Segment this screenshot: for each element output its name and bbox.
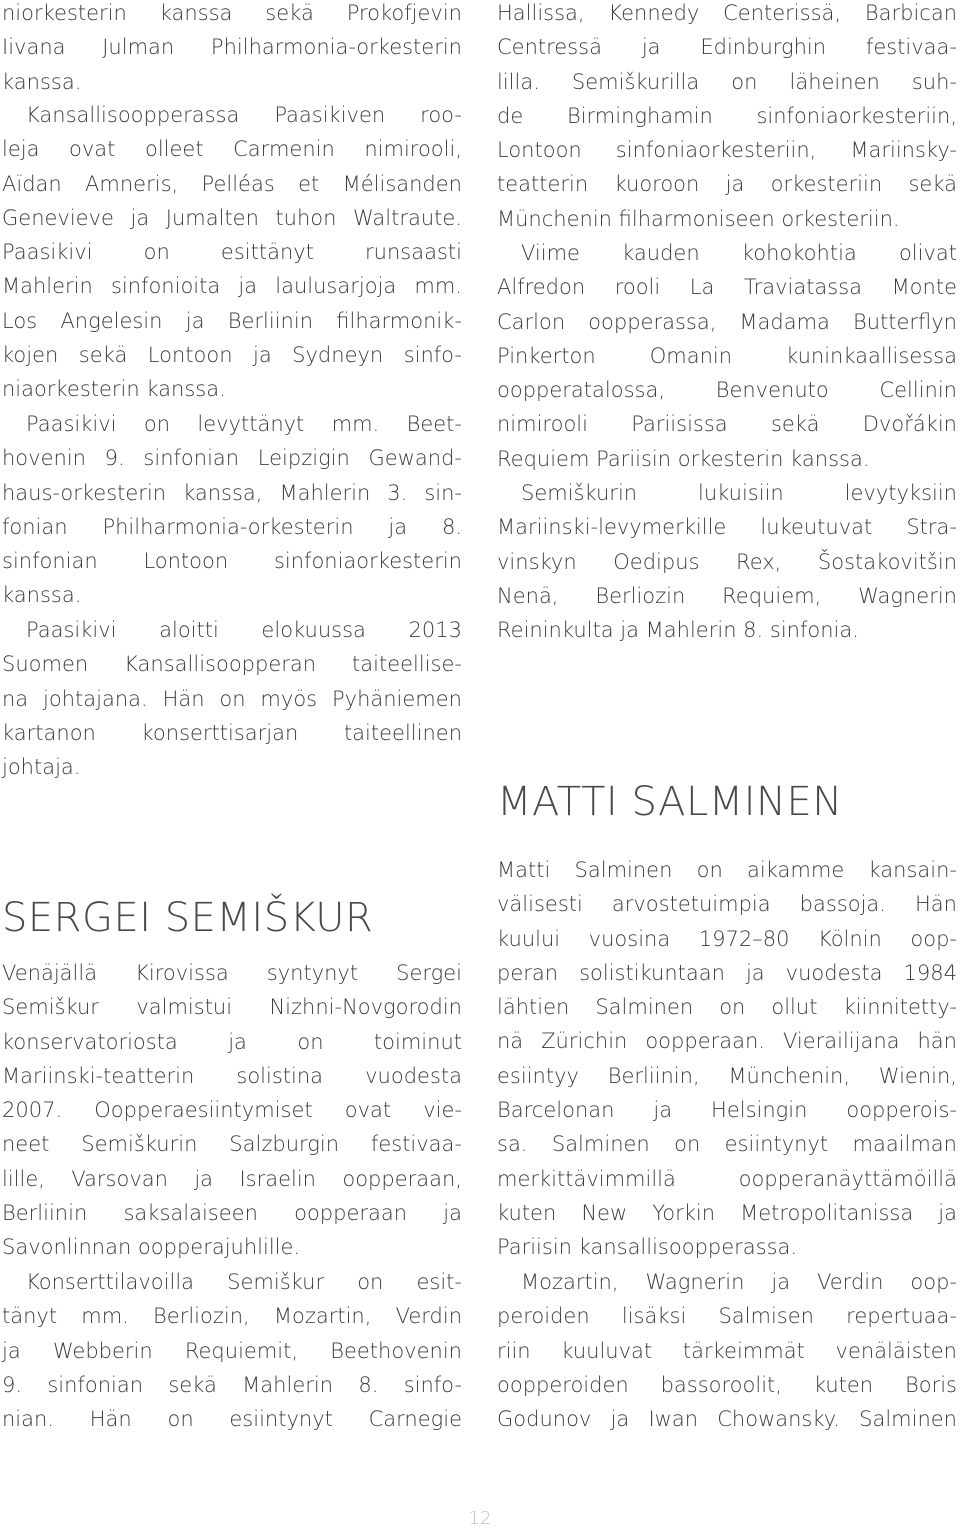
paragraph xyxy=(497,236,957,476)
text-line: Lontoon sinfoniaorkesteriin, Mariinsky- xyxy=(497,138,957,163)
text-line: teatterin kuoroon ja orkesteriin sekä xyxy=(497,172,957,197)
text-line: Mariinski-teatterin solistina vuodesta xyxy=(2,1063,462,1088)
text-line: Los Angelesin ja Berliinin filharmonik- xyxy=(2,308,462,333)
text-line: nä Zürichin oopperaan. Vierailijana hän xyxy=(497,1029,957,1054)
text-line: Semiškurin lukuisiin levytyksiin xyxy=(521,481,957,505)
text-line: Münchenin filharmoniseen orkesteriin. xyxy=(497,206,900,231)
text-line: Aïdan Amneris, Pelléas et Mélisanden xyxy=(2,171,462,196)
text-line: na johtajana. Hän on myös Pyhäniemen xyxy=(2,686,462,711)
text-line: Matti Salminen on aikamme kansain- xyxy=(497,858,957,882)
text-line: Carlon oopperassa, Madama Butterflyn xyxy=(497,309,957,334)
paragraph xyxy=(497,0,957,236)
text-line: haus-orkesterin kanssa, Mahlerin 3. sin- xyxy=(2,480,462,505)
text-line: Hallissa, Kennedy Centerissä, Barbican xyxy=(497,1,957,25)
text-line: Nenä, Berliozin Requiem, Wagnerin xyxy=(497,583,957,608)
paragraph xyxy=(2,613,462,784)
text-line: Mahlerin sinfonioita ja laulusarjoja mm. xyxy=(2,274,462,299)
text-line: Mozartin, Wagnerin ja Verdin oop- xyxy=(521,1270,957,1294)
text-line: kanssa. xyxy=(2,583,82,608)
text-line: Centressä ja Edinburghin festivaa- xyxy=(497,35,957,60)
text-line: leja ovat olleet Carmenin nimirooli, xyxy=(2,137,462,162)
paragraph xyxy=(2,1265,462,1436)
text-line: esiintyy Berliinin, Münchenin, Wienin, xyxy=(497,1063,957,1088)
text-line: peran solistikuntaan ja vuodesta 1984 xyxy=(497,960,957,985)
text-line: vinskyn Oedipus Rex, Šostakovitšin xyxy=(497,549,957,574)
text-line: lilla. Semiškurilla on läheinen suh- xyxy=(497,69,957,94)
text-line: Berliinin saksalaiseen oopperaan ja xyxy=(2,1201,462,1226)
text-line: Paasikivi on esittänyt runsaasti xyxy=(2,240,462,265)
text-line: 9. sinfonian sekä Mahlerin 8. sinfo- xyxy=(2,1372,462,1397)
text-line: Pariisin kansallisoopperassa. xyxy=(497,1235,798,1260)
text-line: Konserttilavoilla Semiškur on esit- xyxy=(26,1270,462,1294)
text-line: kanssa. xyxy=(2,69,82,94)
text-line: Pinkerton Omanin kuninkaallisessa xyxy=(497,343,957,368)
text-line: sa. Salminen on esiintynyt maailman xyxy=(497,1132,957,1157)
text-line: Paasikivi aloitti elokuussa 2013 xyxy=(26,618,462,642)
text-line: kartanon konserttisarjan taiteellinen xyxy=(2,720,462,745)
paragraph xyxy=(2,0,462,99)
text-line: sinfonian Lontoon sinfoniaorkesterin xyxy=(2,549,462,574)
paragraph xyxy=(2,98,462,407)
text-line: riin kuuluvat tärkeimmät venäläisten xyxy=(497,1338,957,1363)
text-line: Genevieve ja Jumalten tuhon Waltraute. xyxy=(2,205,462,230)
text-line: Paasikivi on levyttänyt mm. Beet- xyxy=(26,412,462,436)
paragraph xyxy=(497,1265,957,1436)
text-line: kojen sekä Lontoon ja Sydneyn sinfo- xyxy=(2,343,462,368)
section-heading-matti-salminen: MATTI SALMINEN xyxy=(497,779,843,825)
text-line: kuului vuosina 1972–80 Kölnin oop- xyxy=(497,926,957,951)
page-number: 12 xyxy=(468,1508,492,1529)
text-line: Iivana Julman Philharmonia-orkesterin xyxy=(2,35,462,60)
paragraph xyxy=(497,476,957,647)
text-line: Requiem Pariisin orkesterin kanssa. xyxy=(497,446,870,471)
text-line: niaorkesterin kanssa. xyxy=(2,377,226,402)
section-heading-sergei-semiskur: SERGEI SEMIŠKUR xyxy=(2,895,374,941)
text-line: lähtien Salminen on ollut kiinnitetty- xyxy=(497,995,957,1020)
text-line: peroiden lisäksi Salmisen repertuaa- xyxy=(497,1304,957,1329)
text-line: Venäjällä Kirovissa syntynyt Sergei xyxy=(2,961,462,985)
paragraph xyxy=(497,853,957,1265)
text-line: nimirooli Pariisissa sekä Dvořákin xyxy=(497,412,957,437)
text-line: de Birminghamin sinfoniaorkesteriin, xyxy=(497,103,957,128)
text-line: Suomen Kansallisoopperan taiteellise- xyxy=(2,652,462,677)
text-line: 2007. Oopperaesiintymiset ovat vie- xyxy=(2,1098,462,1123)
text-line: oopperatalossa, Benvenuto Cellinin xyxy=(497,378,957,403)
text-line: kuten New Yorkin Metropolitanissa ja xyxy=(497,1200,957,1225)
text-line: tänyt mm. Berliozin, Mozartin, Verdin xyxy=(2,1304,462,1329)
text-line: lille, Varsovan ja Israelin oopperaan, xyxy=(2,1166,462,1191)
text-line: Savonlinnan oopperajuhlille. xyxy=(2,1235,301,1260)
text-line: Alfredon rooli La Traviatassa Monte xyxy=(497,275,957,300)
text-line: oopperoiden bassoroolit, kuten Boris xyxy=(497,1372,957,1397)
text-line: Viime kauden kohokohtia olivat xyxy=(521,241,957,265)
text-line: Barcelonan ja Helsingin oopperois- xyxy=(497,1098,957,1123)
text-line: ja Webberin Requiemit, Beethovenin xyxy=(2,1338,462,1363)
text-line: neet Semiškurin Salzburgin festivaa- xyxy=(2,1132,462,1157)
text-line: Reininkulta ja Mahlerin 8. sinfonia. xyxy=(497,618,859,643)
text-line: fonian Philharmonia-orkesterin ja 8. xyxy=(2,514,462,539)
text-line: Mariinski-levymerkille lukeutuvat Stra- xyxy=(497,515,957,540)
text-line: merkittävimmillä oopperanäyttämöillä xyxy=(497,1166,957,1191)
paragraph xyxy=(2,956,462,1265)
text-line: Kansallisoopperassa Paasikiven roo- xyxy=(26,103,462,127)
text-line: niorkesterin kanssa sekä Prokofjevin xyxy=(2,1,462,25)
text-line: konservatoriosta ja on toiminut xyxy=(2,1029,462,1054)
text-line: välisesti arvostetuimpia bassoja. Hän xyxy=(497,892,957,917)
text-line: Semiškur valmistui Nizhni-Novgorodin xyxy=(2,995,462,1020)
paragraph xyxy=(2,407,462,613)
text-line: Godunov ja Iwan Chowansky. Salminen xyxy=(497,1407,957,1432)
text-line: hovenin 9. sinfonian Leipzigin Gewand- xyxy=(2,446,462,471)
text-line: nian. Hän on esiintynyt Carnegie xyxy=(2,1407,462,1432)
text-line: johtaja. xyxy=(2,755,81,780)
